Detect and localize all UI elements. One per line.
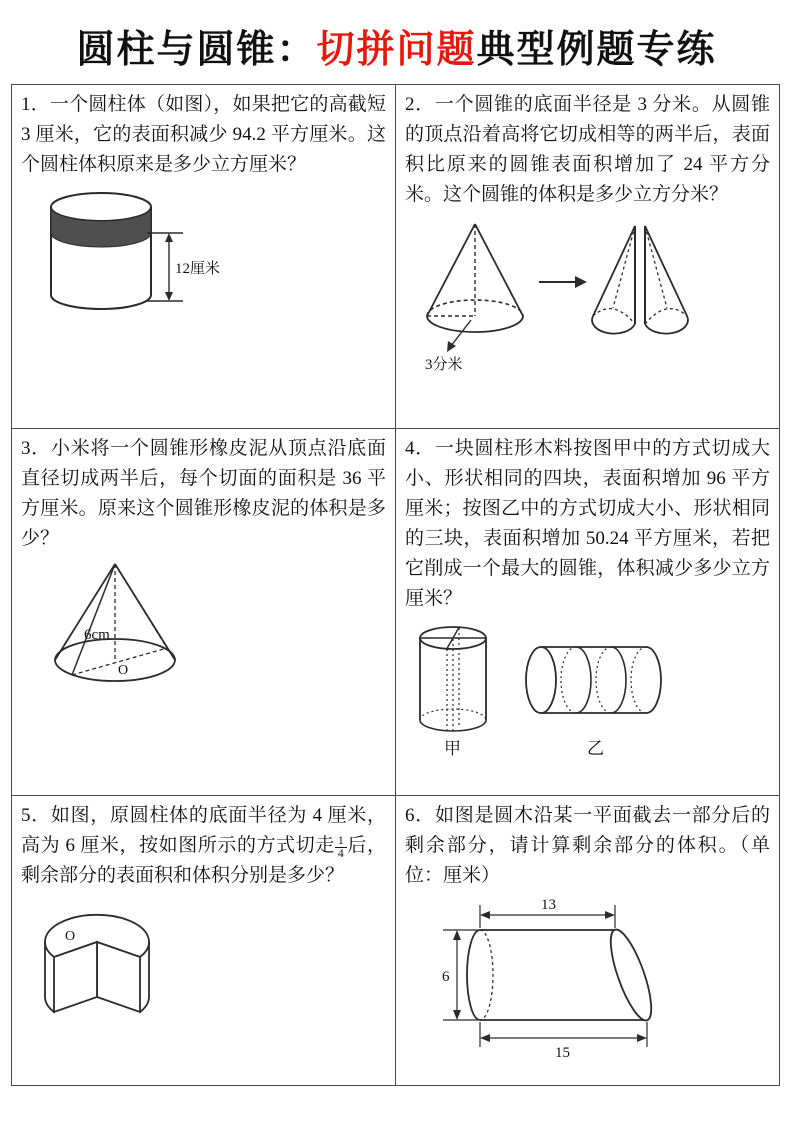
cone-height-label: 6cm [84, 627, 110, 643]
problems-grid [11, 84, 780, 1086]
problem-5-text-after: 后，剩余部分的表面积和体积分别是多少？ [21, 835, 386, 886]
fraction-one-fourth [335, 835, 347, 861]
fraction-numerator: 1 [335, 835, 347, 848]
problem-4-cut-cylinders-diagram [411, 618, 676, 760]
problem-5-text [21, 801, 386, 891]
problem-1-cell [12, 85, 396, 429]
problem-4-text: 4．一块圆柱形木料按图甲中的方式切成大小、形状相同的四块，表面积增加 96 平方厘米；按图乙中的方式切成大小、形状相同的三块，表面积增加 50.24 平方厘米，若把它削成一个最大的圆锥，体积减少多少立方厘米？ [405, 438, 770, 609]
title-part2: 典型例题专练 [476, 29, 717, 71]
problem-2-text: 2．一个圆锥的底面半径是 3 分米。从圆锥的顶点沿着高将它切成相等的两半后，表面积比原来的圆锥表面积增加了 24 平方分米。这个圆锥的体积是多少立方分米？ [405, 94, 770, 205]
problem-6-cell [396, 796, 779, 1085]
top-length-label: 13 [541, 897, 556, 913]
problem-5-quarter-cut-cylinder-diagram [27, 897, 177, 1025]
problem-1-text: 1．一个圆柱体（如图），如果把它的高截短 3 厘米，它的表面积减少 94.2 平方厘米。这个圆柱体积原来是多少立方厘米？ [21, 94, 386, 175]
figure-jia-label: 甲 [444, 739, 461, 758]
height-dimension-label: 12厘米 [175, 261, 221, 277]
top-center-label: O [65, 929, 76, 944]
diameter-label: 6 [442, 969, 450, 985]
problem-3-text: 3．小米将一个圆锥形橡皮泥从顶点沿底面直径切成两半后，每个切面的面积是 36 平方厘米。原来这个圆锥形橡皮泥的体积是多少？ [21, 438, 386, 549]
problem-2-cone-split-diagram [407, 214, 707, 372]
problem-5-text-before: 5．如图，原圆柱体的底面半径为 4 厘米，高为 6 厘米，按如图所示的方式切走 [21, 805, 386, 856]
radius-label: 3分米 [425, 357, 463, 372]
figure-yi-label: 乙 [587, 739, 604, 758]
problem-5-cell [12, 796, 396, 1085]
problem-4-cell [396, 429, 779, 796]
base-center-label: O [118, 663, 129, 678]
problem-3-cell [12, 429, 396, 796]
fraction-denominator: 4 [337, 846, 344, 860]
problem-1-cylinder-diagram [29, 189, 239, 321]
problem-3-cone-diagram [27, 558, 207, 698]
bottom-length-label: 15 [555, 1045, 570, 1060]
title-part1: 圆柱与圆锥： [76, 29, 317, 71]
title-highlight: 切拼问题 [316, 29, 477, 71]
page-title [0, 18, 793, 73]
problem-2-cell [396, 85, 779, 429]
problem-6-truncated-log-diagram [435, 895, 690, 1060]
problem-6-text: 6．如图是圆木沿某一平面截去一部分后的剩余部分，请计算剩余部分的体积。（单位：厘米） [405, 805, 770, 886]
